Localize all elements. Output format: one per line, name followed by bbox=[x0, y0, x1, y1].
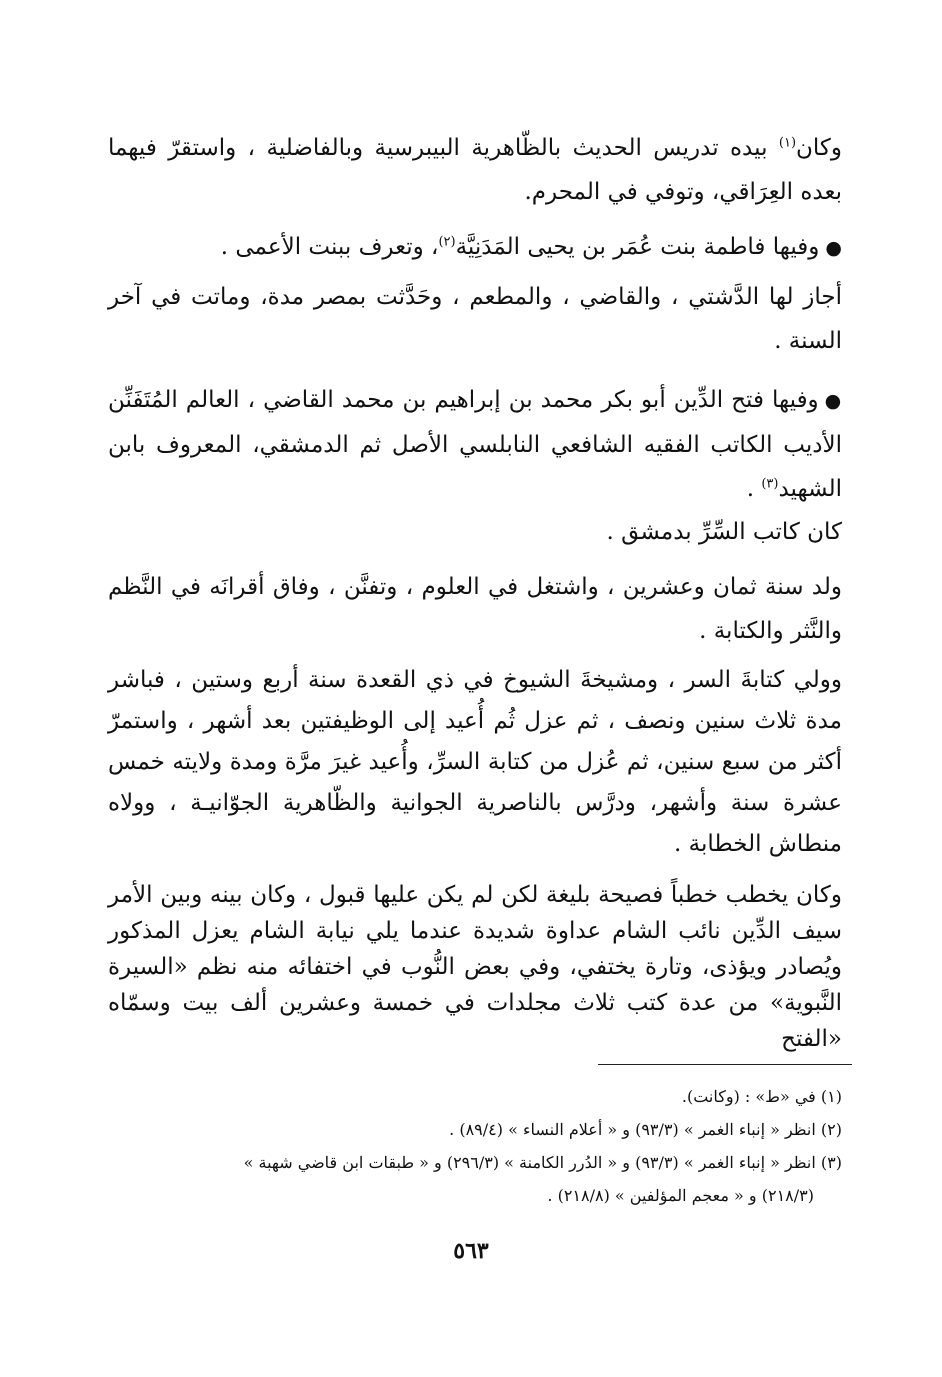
bullet-icon bbox=[819, 234, 842, 260]
paragraph-5 bbox=[108, 510, 842, 554]
paragraph-text: وكان$^{(١)}$ بيده تدريس الحديث بالظّاهرية البيبرسية وبالفاضلية ، واستقرّ فيهما بعده العِرَاقي، وتوفي في المحرم. bbox=[108, 135, 842, 205]
bullet-icon bbox=[819, 387, 842, 413]
paragraph-text: ● وفيها فتح الدِّين أبو بكر محمد بن إبراهيم بن محمد القاضي ، العالم المُتَفَنِّن الأديب الكاتب الفقيه الشافعي النابلسي الأصل ثم الدمشقي، المعروف بابن الشهيد$^{(٣)}$ . bbox=[108, 378, 842, 511]
paragraph-8 bbox=[108, 877, 842, 1057]
paragraph-4 bbox=[108, 378, 842, 511]
paragraph-text: ولد سنة ثمان وعشرين ، واشتغل في العلوم ، وتفنَّن ، وفاق أقرانَه في النَّظم والنَّثر والكتابة . bbox=[108, 574, 842, 644]
page-number: ٥٦٣ bbox=[453, 1238, 489, 1264]
paragraph-text: وكان يخطب خطباً فصيحة بليغة لكن لم يكن عليها قبول ، وكان بينه وبين الأمر سيف الدِّين نائب الشام عداوة شديدة عندما يلي نيابة الشام يعزل المذكور ويُصادر ويؤذى، وتارة يختفي، وفي بعض النُّوب في اختفائه منه نظم «السيرة النَّبوية» من عدة كتب ثلاث مجلدات في خمسة وعشرين ألف بيت وسمّاه «الفتح bbox=[108, 882, 842, 1052]
footnote-marker: (١) bbox=[778, 135, 797, 151]
paragraph-6 bbox=[108, 565, 842, 653]
paragraph-text: أجاز لها الدَّشتي ، والقاضي ، والمطعم ، وحَدَّثت بمصر مدة، وماتت في آخر السنة . bbox=[108, 284, 842, 354]
footnote-divider bbox=[598, 1064, 852, 1065]
footnote-marker: (٢) bbox=[438, 234, 456, 250]
paragraph-7 bbox=[108, 660, 842, 865]
footnotes bbox=[108, 1080, 842, 1212]
paragraph-1 bbox=[108, 126, 842, 214]
paragraph-3 bbox=[108, 275, 842, 363]
footnote-3-continued: (٢١٨/٣) و « معجم المؤلفين » (٢١٨/٨) . bbox=[547, 1186, 814, 1205]
paragraph-text: كان كاتب السِّرِّ بدمشق . bbox=[606, 519, 842, 545]
paragraph-text: ● وفيها فاطمة بنت عُمَر بن يحيى المَدَنِيَّة$^{(٢)}$، وتعرف ببنت الأعمى . bbox=[108, 225, 842, 270]
footnote-2: (٢) انظر « إنباء الغمر » (٩٣/٣) و « أعلام النساء » (٨٩/٤) . bbox=[449, 1120, 842, 1139]
paragraph-2 bbox=[108, 225, 842, 270]
paragraph-text: وولي كتابةَ السر ، ومشيخةَ الشيوخ في ذي القعدة سنة أربع وستين ، فباشر مدة ثلاث سنين ونصف ، ثم عزل ثُم أُعيد إلى الوظيفتين بعد أشهر ، واستمرّ أكثر من سبع سنين، ثم عُزل من كتابة السرِّ، وأُعيد غيرَ مرَّة ومدة ولايته خمس عشرة سنة وأشهر، ودرَّس بالناصرية الجوانية والظّاهرية الجوّانيـة ، وولاه منطاش الخطابة . bbox=[108, 667, 842, 857]
footnote-marker: (٣) bbox=[761, 476, 779, 492]
footnote-1: (١) في «ط» : (وكانت). bbox=[681, 1087, 842, 1106]
footnote-3: (٣) انظر « إنباء الغمر » (٩٣/٣) و « الدُرر الكامنة » (٢٩٦/٣) و « طبقات ابن قاضي شهبة » bbox=[243, 1153, 842, 1172]
